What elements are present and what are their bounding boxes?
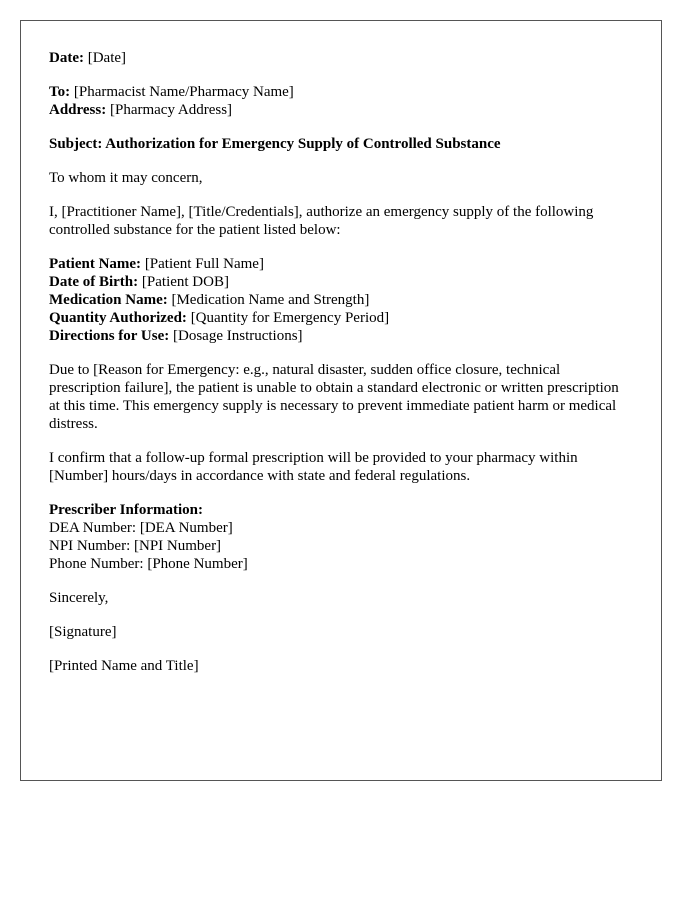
field-label: Directions for Use: — [49, 328, 170, 344]
quantity-authorized-line — [49, 309, 633, 327]
signature: [Signature] — [49, 624, 117, 640]
address-value: [Pharmacy Address] — [109, 102, 233, 118]
to-line — [49, 83, 633, 101]
field-value: [Dosage Instructions] — [173, 328, 303, 344]
date-label: Date: — [49, 50, 84, 66]
recipient-block — [49, 83, 633, 119]
confirmation-paragraph: I confirm that a follow-up formal prescription will be provided to your pharmacy within [Number] hours/days in accordance with state and federal regulations. — [49, 450, 578, 484]
date-of-birth-line — [49, 273, 633, 291]
date-line — [49, 49, 633, 67]
field-label: Medication Name: — [49, 292, 168, 308]
reason-paragraph: Due to [Reason for Emergency: e.g., natural disaster, sudden office closure, technical prescription failure], the patient is unable to obtain a standard electronic or written prescription at this time. This emergency supply is necessary to prevent immediate patient harm or medical distress. — [49, 362, 619, 432]
field-label: Patient Name: — [49, 256, 142, 272]
medication-name-line — [49, 291, 633, 309]
to-label: To: — [49, 84, 71, 100]
field-value: [Medication Name and Strength] — [171, 292, 370, 308]
field-label: Quantity Authorized: — [49, 310, 187, 326]
date-value: [Date] — [87, 50, 127, 66]
address-line — [49, 101, 633, 119]
patient-name-line — [49, 255, 633, 273]
address-label: Address: — [49, 102, 107, 118]
phone-number-line: Phone Number: [Phone Number] — [49, 556, 248, 572]
field-label: Date of Birth: — [49, 274, 139, 290]
field-value: [Patient Full Name] — [144, 256, 264, 272]
closing: Sincerely, — [49, 590, 109, 606]
intro-paragraph: I, [Practitioner Name], [Title/Credentials], authorize an emergency supply of the following controlled substance for the patient listed below: — [49, 204, 594, 238]
subject-line: Subject: Authorization for Emergency Supply of Controlled Substance — [49, 136, 501, 152]
field-value: [Quantity for Emergency Period] — [190, 310, 390, 326]
letter-page — [20, 20, 662, 781]
field-value: [Patient DOB] — [141, 274, 229, 290]
npi-number-line: NPI Number: [NPI Number] — [49, 538, 222, 554]
directions-line — [49, 327, 633, 345]
prescriber-info — [49, 501, 633, 573]
patient-details — [49, 255, 633, 345]
dea-number-line: DEA Number: [DEA Number] — [49, 520, 233, 536]
to-value: [Pharmacist Name/Pharmacy Name] — [73, 84, 294, 100]
printed-name: [Printed Name and Title] — [49, 658, 199, 674]
salutation: To whom it may concern, — [49, 170, 203, 186]
prescriber-heading: Prescriber Information: — [49, 502, 203, 518]
